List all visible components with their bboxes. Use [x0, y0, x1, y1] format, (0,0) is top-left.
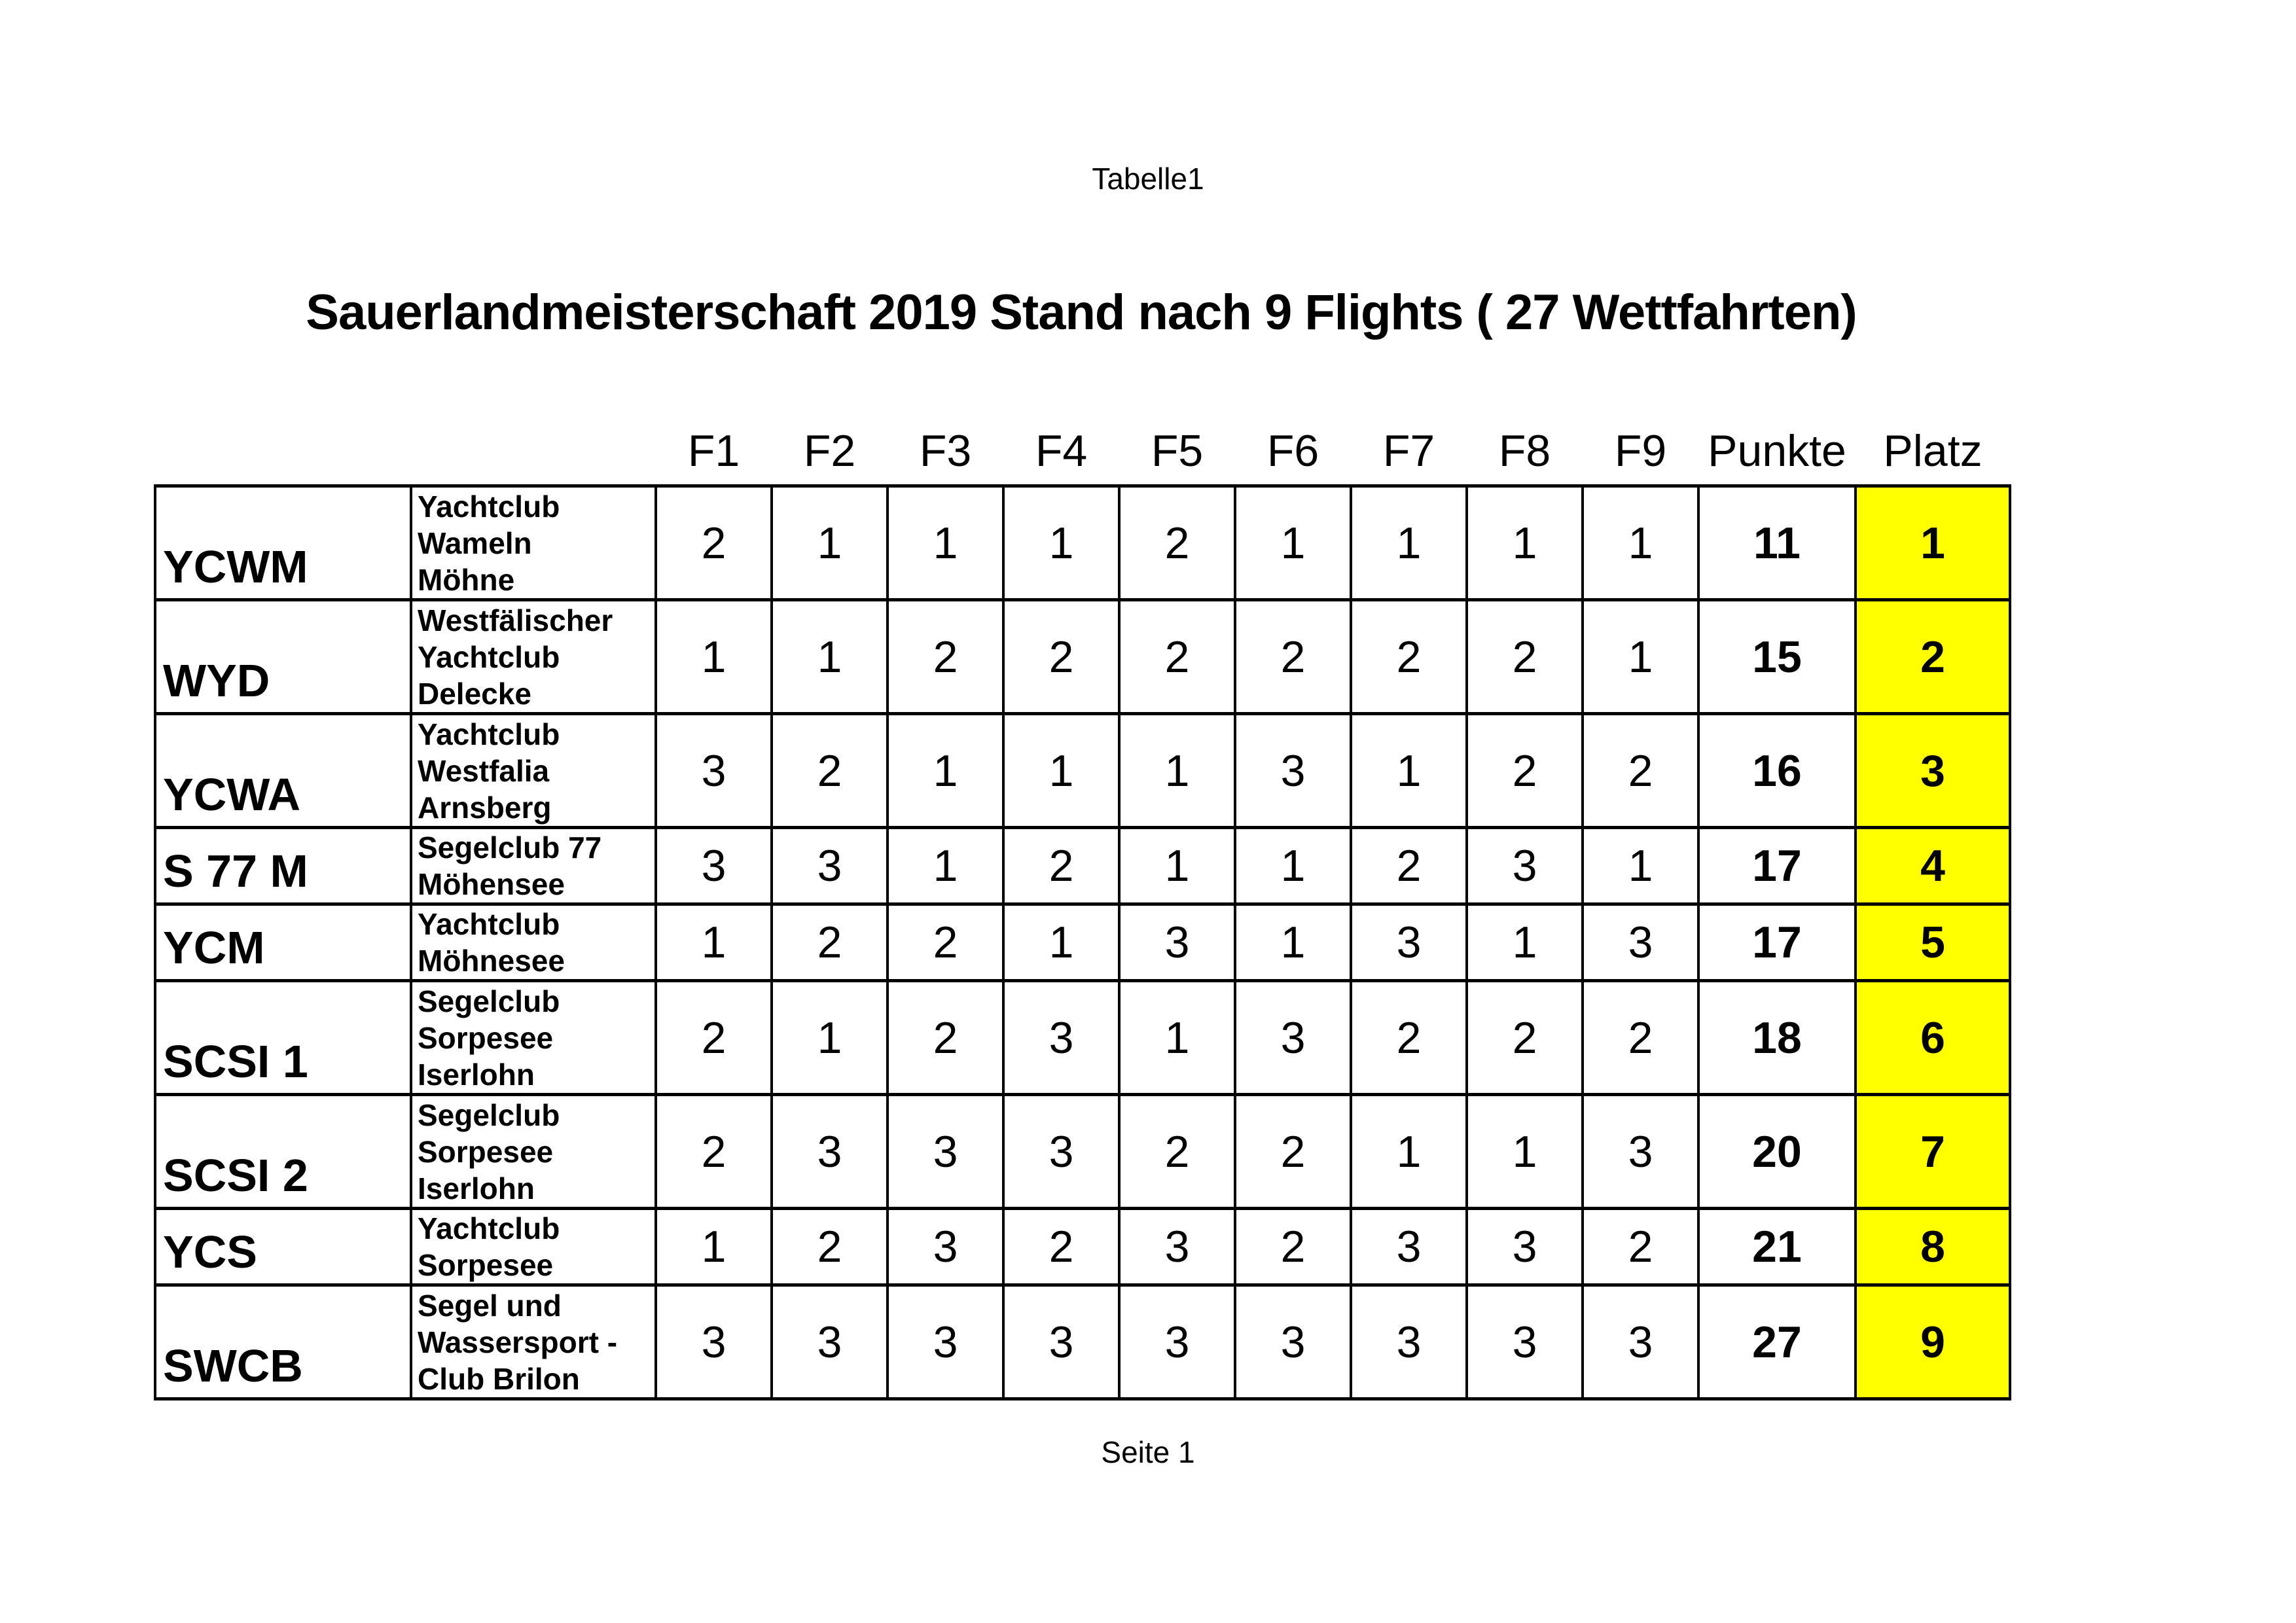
score-f7: 2	[1351, 600, 1467, 714]
score-f1: 3	[656, 828, 772, 904]
punkte-cell: 17	[1698, 904, 1856, 981]
club-abbr: SWCB	[155, 1285, 411, 1399]
score-f6: 3	[1235, 981, 1351, 1095]
club-name	[411, 1285, 656, 1399]
score-f1: 1	[656, 600, 772, 714]
score-f6: 1	[1235, 904, 1351, 981]
club-name	[411, 904, 656, 981]
score-f3: 3	[888, 1095, 1003, 1209]
score-f3: 3	[888, 1285, 1003, 1399]
score-f6: 2	[1235, 1209, 1351, 1285]
score-f6: 3	[1235, 714, 1351, 828]
standings-table-area	[154, 411, 2009, 1400]
punkte-cell: 20	[1698, 1095, 1856, 1209]
club-name-line: Segelclub	[418, 984, 560, 1018]
punkte-header: Punkte	[1708, 426, 1846, 476]
score-f1: 2	[656, 981, 772, 1095]
club-name	[411, 714, 656, 828]
club-name-line: Möhne	[418, 562, 515, 597]
club-name-line: Sorpesee	[418, 1248, 554, 1282]
club-name-line: Yachtclub	[418, 489, 560, 524]
score-f8: 1	[1467, 1095, 1583, 1209]
punkte-cell: 27	[1698, 1285, 1856, 1399]
table-row	[155, 486, 2010, 600]
punkte-cell: 15	[1698, 600, 1856, 714]
platz-cell: 1	[1856, 486, 2010, 600]
platz-cell: 8	[1856, 1209, 2010, 1285]
flight-header-6: F6	[1266, 426, 1319, 476]
platz-cell: 5	[1856, 904, 2010, 981]
score-f7: 1	[1351, 714, 1467, 828]
club-name-line: Sorpesee	[418, 1020, 554, 1055]
punkte-cell: 21	[1698, 1209, 1856, 1285]
club-name-line: Sorpesee	[418, 1134, 554, 1169]
club-abbr: YCWA	[155, 714, 411, 828]
table-row	[155, 981, 2010, 1095]
score-f4: 1	[1003, 714, 1119, 828]
club-name-line: Segelclub 77	[418, 830, 602, 865]
score-f5: 2	[1119, 600, 1235, 714]
score-f5: 3	[1119, 1209, 1235, 1285]
flight-header-3: F3	[919, 426, 972, 476]
club-abbr: SCSI 1	[155, 981, 411, 1095]
club-name-line: Yachtclub	[418, 717, 560, 751]
column-header-row	[155, 411, 2010, 486]
score-f2: 3	[772, 1285, 888, 1399]
score-f5: 2	[1119, 1095, 1235, 1209]
club-name-line: Westfalia	[418, 753, 550, 788]
score-f3: 2	[888, 600, 1003, 714]
score-f4: 3	[1003, 1285, 1119, 1399]
club-name-line: Westfälischer	[418, 603, 613, 637]
score-f7: 2	[1351, 828, 1467, 904]
table-row	[155, 714, 2010, 828]
club-name-line: Arnsberg	[418, 790, 552, 825]
page-title: Sauerlandmeisterschaft 2019 Stand nach 9 Flights ( 27 Wettfahrten)	[306, 285, 1857, 340]
score-f9: 3	[1583, 1285, 1698, 1399]
club-name-line: Möhensee	[418, 867, 565, 901]
score-f7: 3	[1351, 1285, 1467, 1399]
club-abbr: YCWM	[155, 486, 411, 600]
title-wrap	[154, 284, 2009, 341]
club-name-line: Wameln	[418, 526, 532, 560]
score-f3: 3	[888, 1209, 1003, 1285]
score-f2: 3	[772, 828, 888, 904]
club-name	[411, 981, 656, 1095]
score-f9: 3	[1583, 1095, 1698, 1209]
score-f8: 2	[1467, 714, 1583, 828]
score-f1: 1	[656, 1209, 772, 1285]
club-name	[411, 600, 656, 714]
score-f6: 2	[1235, 600, 1351, 714]
punkte-cell: 17	[1698, 828, 1856, 904]
club-abbr: YCM	[155, 904, 411, 981]
score-f5: 3	[1119, 1285, 1235, 1399]
club-name	[411, 828, 656, 904]
club-name	[411, 486, 656, 600]
score-f6: 3	[1235, 1285, 1351, 1399]
club-name-line: Segel und	[418, 1288, 562, 1323]
table-row	[155, 904, 2010, 981]
score-f4: 2	[1003, 1209, 1119, 1285]
club-name-line: Iserlohn	[418, 1057, 535, 1092]
score-f2: 2	[772, 1209, 888, 1285]
punkte-cell: 16	[1698, 714, 1856, 828]
flight-header-7: F7	[1382, 426, 1435, 476]
score-f7: 3	[1351, 1209, 1467, 1285]
score-f2: 2	[772, 714, 888, 828]
score-f4: 2	[1003, 600, 1119, 714]
score-f8: 2	[1467, 600, 1583, 714]
score-f3: 2	[888, 981, 1003, 1095]
score-f9: 2	[1583, 714, 1698, 828]
score-f2: 1	[772, 486, 888, 600]
club-abbr: SCSI 2	[155, 1095, 411, 1209]
score-f5: 1	[1119, 828, 1235, 904]
table-row	[155, 1209, 2010, 1285]
score-f3: 1	[888, 828, 1003, 904]
punkte-cell: 11	[1698, 486, 1856, 600]
score-f8: 2	[1467, 981, 1583, 1095]
score-f5: 3	[1119, 904, 1235, 981]
header-spacer	[155, 411, 656, 486]
flight-header-1: F1	[687, 426, 740, 476]
score-f2: 3	[772, 1095, 888, 1209]
score-f4: 3	[1003, 981, 1119, 1095]
score-f1: 1	[656, 904, 772, 981]
club-name-line: Iserlohn	[418, 1171, 535, 1205]
score-f9: 2	[1583, 1209, 1698, 1285]
score-f9: 1	[1583, 600, 1698, 714]
table-row	[155, 600, 2010, 714]
score-f5: 1	[1119, 714, 1235, 828]
score-f3: 1	[888, 714, 1003, 828]
score-f4: 1	[1003, 904, 1119, 981]
score-f7: 2	[1351, 981, 1467, 1095]
score-f9: 2	[1583, 981, 1698, 1095]
score-f6: 1	[1235, 486, 1351, 600]
score-f1: 3	[656, 1285, 772, 1399]
punkte-cell: 18	[1698, 981, 1856, 1095]
score-f5: 2	[1119, 486, 1235, 600]
score-f6: 1	[1235, 828, 1351, 904]
flight-header-2: F2	[803, 426, 856, 476]
score-f2: 2	[772, 904, 888, 981]
club-abbr: YCS	[155, 1209, 411, 1285]
club-name-line: Wassersport -	[418, 1325, 618, 1359]
score-f9: 1	[1583, 486, 1698, 600]
flight-header-8: F8	[1498, 426, 1551, 476]
score-f5: 1	[1119, 981, 1235, 1095]
club-abbr: S 77 M	[155, 828, 411, 904]
platz-cell: 2	[1856, 600, 2010, 714]
score-f9: 3	[1583, 904, 1698, 981]
score-f4: 3	[1003, 1095, 1119, 1209]
club-name	[411, 1095, 656, 1209]
score-f8: 1	[1467, 486, 1583, 600]
table-row	[155, 828, 2010, 904]
club-name-line: Segelclub	[418, 1097, 560, 1132]
score-f2: 1	[772, 600, 888, 714]
table-row	[155, 1285, 2010, 1399]
club-name	[411, 1209, 656, 1285]
flight-header-4: F4	[1035, 426, 1088, 476]
flight-header-9: F9	[1614, 426, 1667, 476]
score-f7: 1	[1351, 486, 1467, 600]
score-f4: 1	[1003, 486, 1119, 600]
score-f2: 1	[772, 981, 888, 1095]
score-f1: 2	[656, 1095, 772, 1209]
sheet-name-header: Tabelle1	[1092, 162, 1204, 196]
flight-header-5: F5	[1151, 426, 1204, 476]
platz-header: Platz	[1883, 426, 1982, 476]
club-name-line: Yachtclub	[418, 639, 560, 674]
club-name-line: Delecke	[418, 676, 531, 711]
score-f3: 2	[888, 904, 1003, 981]
club-name-line: Yachtclub	[418, 907, 560, 941]
platz-cell: 4	[1856, 828, 2010, 904]
score-f3: 1	[888, 486, 1003, 600]
score-f8: 3	[1467, 1209, 1583, 1285]
club-name-line: Club Brilon	[418, 1361, 580, 1396]
score-f8: 3	[1467, 828, 1583, 904]
platz-cell: 9	[1856, 1285, 2010, 1399]
club-name-line: Yachtclub	[418, 1211, 560, 1245]
score-f8: 1	[1467, 904, 1583, 981]
platz-cell: 6	[1856, 981, 2010, 1095]
page-number-footer: Seite 1	[1101, 1435, 1195, 1469]
score-f7: 1	[1351, 1095, 1467, 1209]
score-f6: 2	[1235, 1095, 1351, 1209]
table-row	[155, 1095, 2010, 1209]
club-name-line: Möhnesee	[418, 944, 565, 978]
score-f1: 3	[656, 714, 772, 828]
score-f8: 3	[1467, 1285, 1583, 1399]
score-f9: 1	[1583, 828, 1698, 904]
platz-cell: 3	[1856, 714, 2010, 828]
score-f1: 2	[656, 486, 772, 600]
score-f7: 3	[1351, 904, 1467, 981]
score-f4: 2	[1003, 828, 1119, 904]
platz-cell: 7	[1856, 1095, 2010, 1209]
standings-table	[154, 411, 2011, 1400]
club-abbr: WYD	[155, 600, 411, 714]
